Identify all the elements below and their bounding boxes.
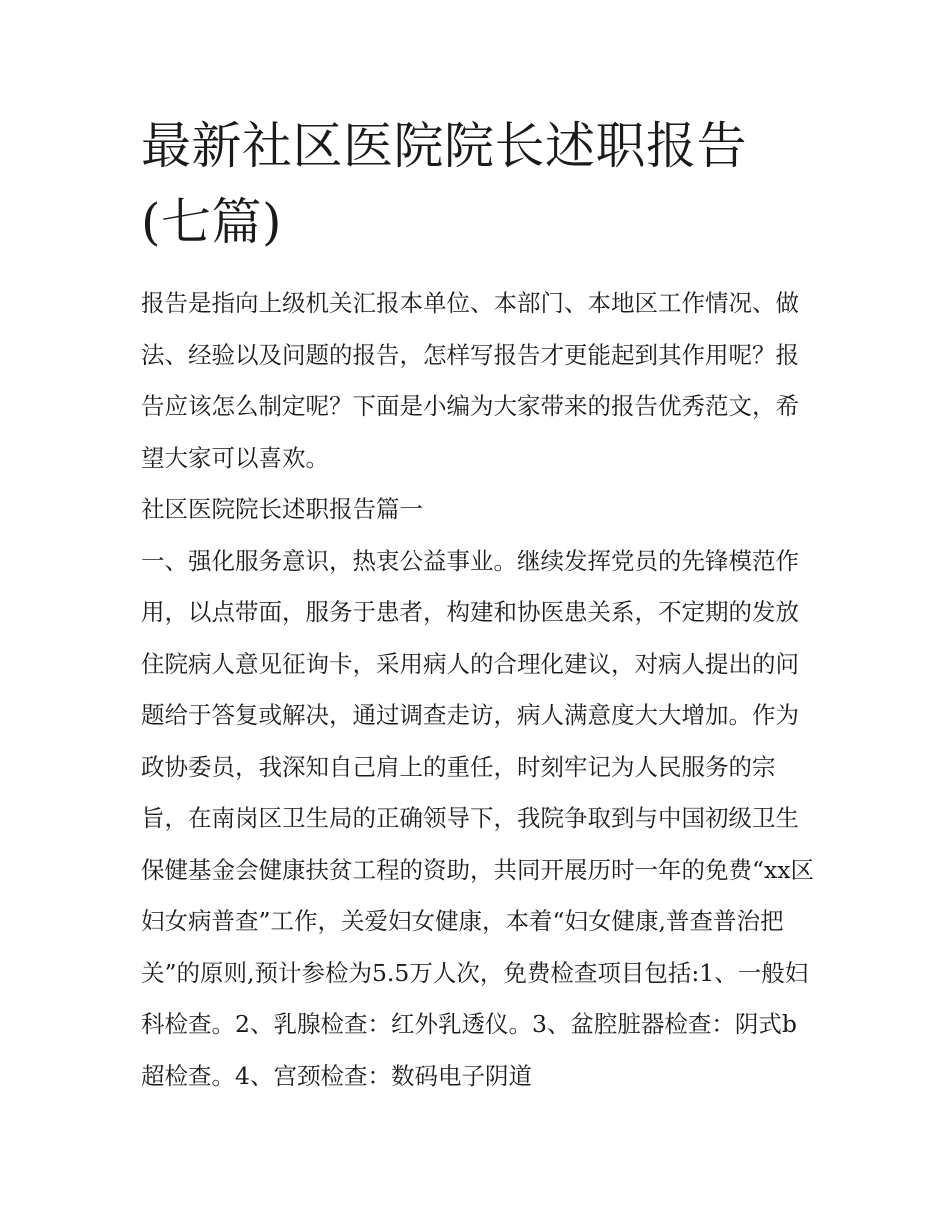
intro-paragraph: 报告是指向上级机关汇报本单位、本部门、本地区工作情况、做法、经验以及问题的报告，怎样写报告才更能起到其作用呢？报告应该怎么制定呢？下面是小编为大家带来的报告优秀范文，希望大家可以喜欢。: [141, 289, 799, 472]
body-paragraph: 一、强化服务意识，热衷公益事业。继续发挥党员的先锋模范作用，以点带面，服务于患者，构建和协医患关系，不定期的发放住院病人意见征询卡，采用病人的合理化建议，对病人提出的问题给于答复或解决，通过调查走访，病人满意度大大增加。作为政协委员，我深知自己肩上的重任，时刻牢记为人民服务的宗旨，在南岗区卫生局的正确领导下，我院争取到与中国初级卫生保健基金会健康扶贫工程的资助，共同开展历时一年的免费“xx区妇女病普查”工作，关爱妇女健康，本着“妇女健康,普查普治把关”的原则,预计参检为5.5万人次，免费检查项目包括:1、一般妇科检查。2、乳腺检查：红外乳透仪。3、盆腔脏器检查：阴式b超检查。4、宫颈检查：数码电子阴道: [141, 546, 815, 1090]
document-page: [141, 108, 816, 1102]
document-title: 最新社区医院院长述职报告(七篇): [141, 117, 747, 251]
section-heading: 社区医院院长述职报告篇一: [141, 495, 423, 523]
